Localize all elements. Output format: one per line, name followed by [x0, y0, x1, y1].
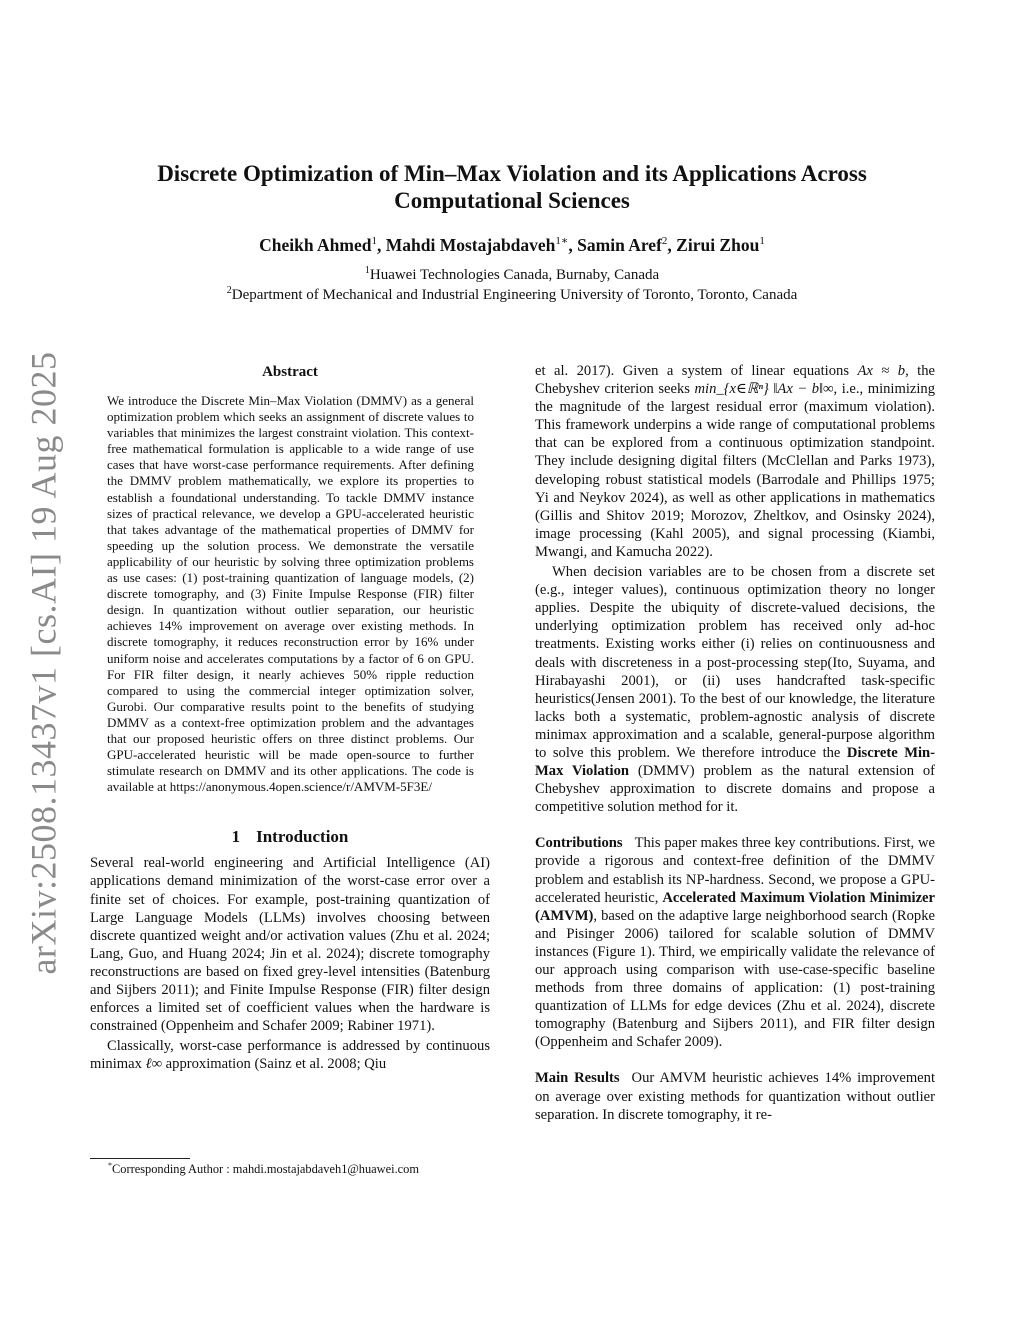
p3-text-a: et al. 2017). Given a system of linear equations	[535, 363, 858, 379]
contributions-text-a: This paper makes three key contributions. First, we provide a rigorous and context-free definition of the DMMV problem and establish its NP-hardness. Second, we propose a GPU-accelerated heuristic,	[535, 835, 935, 906]
paper-title	[90, 160, 934, 214]
affiliation-1	[90, 265, 934, 284]
p3-text-b: , the Chebyshev criterion seeks	[535, 363, 935, 398]
author-affil-mark: 1∗	[555, 235, 569, 247]
footnote	[108, 1161, 419, 1177]
author-list: Cheikh Ahmed$^1$, Mahdi Mostajabdaveh$^{1∗}$, Samin Aref$^2$, Zirui Zhou$^1$	[259, 234, 765, 255]
author-affil-mark: 1	[371, 235, 377, 247]
intro-paragraph-1: Several real-world engineering and Artificial Intelligence (AI) applications demand minimization of the worst-case error over a finite set of choices. For example, post-training quantization of Large Language Models (LLMs) involves choosing between discrete quantized weight and/or activation values (Zhu et al. 2024; Lang, Guo, and Huang 2024; Jin et al. 2024); discrete tomography reconstructions are based on fixed grey-level intensities (Batenburg and Sijbers 2011); and Finite Impulse Response (FIR) filter design enforces a limited set of coefficient values when the hardware is constrained (Oppenheim and Schafer 2009; Rabiner 1971).	[90, 855, 490, 1035]
footnote-text: Corresponding Author : mahdi.mostajabdaveh1@huawei.com	[112, 1162, 420, 1177]
intro-p2-text-b: approximation (Sainz et al. 2008; Qiu	[162, 1056, 387, 1073]
p4-text-b: (DMMV) problem as the natural extension of Chebyshev approximation to discrete domains and propose a competitive solution method for it.	[535, 763, 936, 816]
contributions-text-b: , based on the adaptive large neighborhood search (Ropke and Pisinger 2006) tailored for scalable solution of DMMV instances (Figure 1). Third, we empirically validate the relevance of our approach using comparison with use-case-specific baseline methods from three domains of application: (1) post-training quantization of LLMs for edge devices (Zhu et al. 2024), discrete tomography (Batenburg and Sijbers 2011), and FIR filter design (Oppenheim and Schafer 2009).	[535, 907, 935, 1051]
author-name: Mahdi Mostajabdaveh	[385, 234, 556, 255]
left-column	[90, 364, 490, 1073]
p4-text-a: When decision variables are to be chosen from a discrete set (e.g., integer values), continuous optimization theory no longer applies. Despite the ubiquity of discrete-valued decisions, the underlying optimization problem has received only ad-hoc treatments. Existing works either (i) relies on continuousness and deals with discreteness in a post-processing step(Ito, Suyama, and Hirabayashi 2001), or (ii) uses handcrafted task-specific heuristics(Jensen 2001). To the best of our knowledge, the literature lacks both a systematic, problem-agnostic analysis of discrete minimax approximation and a scalable, general-purpose algorithm to solve this problem. We therefore introduce the	[535, 564, 935, 761]
affiliation-mark: 2	[226, 285, 232, 296]
affiliation-mark: 1	[364, 265, 370, 276]
author-name: Samin Aref	[577, 234, 662, 255]
intro-paragraph-2	[90, 1037, 490, 1073]
abstract-text: We introduce the Discrete Min–Max Violation (DMMV) as a general optimization problem which seeks an assignment of discrete values to variables that minimizes the largest constraint violation. This context-free mathematical formulation is applicable to a wide range of use cases that have worst-case performance requirements. After defining the DMMV problem mathematically, we explore its properties to establish a foundational understanding. To tackle DMMV instance sizes of practical relevance, we develop a GPU-accelerated heuristic that takes advantage of the mathematical properties of DMMV for speeding up the solution process. We demonstrate the versatile applicability of our heuristic by solving three optimization problems as use cases: (1) post-training quantization of language models, (2) discrete tomography, and (3) Finite Impulse Response (FIR) filter design. In quantization without outlier separation, our heuristic achieves 14% improvement on average over existing methods. In discrete tomography, it reduces reconstruction error by 16% under uniform noise and accelerates computations by a factor of 6 on GPU. For FIR filter design, it nearly achieves 50% ripple reduction compared to using the commercial integer optimization solver, Gurobi. Our comparative results point to the benefits of studying DMMV as a context-free optimization problem and the advantages that our proposed heuristic offers on three distinct problems. Our GPU-accelerated heuristic will be made open-source to further stimulate research on DMMV and its other applications. The code is available at https://anonymous.4open.science/r/AMVM-5F3E/	[107, 393, 474, 795]
footnote-rule	[90, 1158, 190, 1159]
footnote-mark: *	[108, 1161, 112, 1170]
intro-paragraph-3	[535, 362, 935, 561]
author-affil-mark: 2	[661, 235, 668, 247]
intro-paragraph-4	[535, 563, 935, 816]
dmmv-term: Discrete Min-Max Violation	[535, 744, 936, 780]
affiliation-text: Huawei Technologies Canada, Burnaby, Canada	[369, 267, 660, 283]
p3-text-c: , i.e., minimizing the magnitude of the largest residual error (maximum violation). This framework underpins a wide range of computational problems that can be explored from a continuous optimization standpoint. They include designing digital filters (McClellan and Parks 1973), developing robust statistical models (Barrodale and Phillips 1975; Yi and Neykov 2024), as well as other applications in mathematics (Gillis and Shitov 2019; Morozov, Zheltkov, and Osinsky 2024), image processing (Kahl 2005), and signal processing (Kiambi, Mwangi, and Kamucha 2022).	[535, 381, 936, 560]
author-affil-mark: 1	[759, 235, 765, 247]
right-column	[535, 362, 935, 1124]
main-results-heading: Main Results	[535, 1070, 620, 1087]
abstract-heading: Abstract	[262, 364, 318, 380]
section-title-text: Introduction	[256, 827, 349, 847]
section-number: 1	[231, 827, 241, 847]
main-results-paragraph	[535, 1069, 935, 1123]
math-linear-system: Ax ≈ b	[857, 363, 906, 379]
affiliation-text: Department of Mechanical and Industrial Engineering University of Toronto, Toronto, Canada	[231, 287, 798, 303]
title-line-1: Discrete Optimization of Min–Max Violation and its Applications Across	[157, 161, 867, 186]
author-name: Cheikh Ahmed	[259, 234, 372, 255]
contributions-heading: Contributions	[535, 835, 623, 852]
math-chebyshev: min_{x∈ℝⁿ} ‖Ax − b‖∞	[694, 381, 834, 398]
contributions-paragraph	[535, 834, 935, 1051]
arxiv-watermark	[14, 351, 72, 974]
main-results-text: Our AMVM heuristic achieves 14% improvement on average over existing methods for quantization without outlier separation. In discrete tomography, it re-	[535, 1070, 936, 1123]
title-line-2: Computational Sciences	[394, 188, 630, 213]
math-l-infinity: ℓ∞	[145, 1056, 163, 1073]
amvm-term: Accelerated Maximum Violation Minimizer (AMVM)	[535, 889, 935, 924]
author-name: Zirui Zhou	[676, 234, 760, 255]
section-heading-introduction	[90, 827, 490, 847]
intro-p2-text-a: Classically, worst-case performance is addressed by continuous minimax	[90, 1038, 490, 1073]
affiliation-2	[90, 285, 934, 304]
arxiv-identifier: arXiv:2508.13437v1 [cs.AI] 19 Aug 2025	[23, 351, 63, 974]
